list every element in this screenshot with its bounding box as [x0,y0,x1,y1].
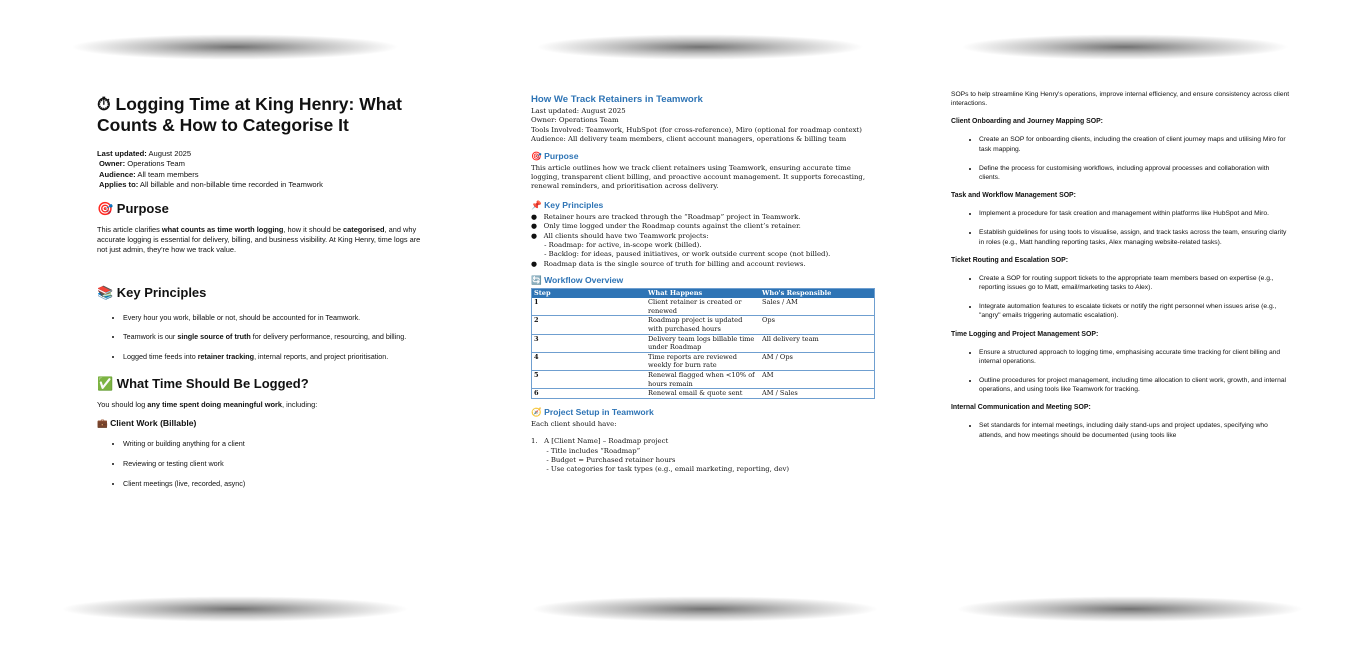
text-run: , and why accurate logging is essential for delivery, billing, and business visibility. At King Henry, time logs are not just admin, they're how we track value. [97,224,421,254]
table-cell: Roadmap project is updated with purchased hours [646,316,760,334]
meta-line [97,149,427,159]
meta-value: All team members [135,169,199,179]
bold-text: any time spent doing meaningful work [147,400,282,410]
section-heading-what: ✅ What Time Should Be Logged? [97,376,309,392]
list-item: • Set standards for internal meetings, including daily stand-ups and project updates, specifying who attends, and how meetings should be documented (using tools like [979,421,1291,439]
table-cell: 3 [532,334,647,352]
meta-label: Applies to: [99,180,139,190]
table-cell: Ops [760,316,875,334]
list-item [123,313,427,323]
setup-intro: Each client should have: [531,419,617,428]
text-run: This article clarifies [97,224,162,234]
table-cell: 4 [532,352,647,370]
bold-text: retainer tracking [197,352,255,362]
list-item: 1. A [Client Name] – Roadmap project [531,437,669,446]
meta-value: August 2025 [146,149,192,158]
list-item [123,352,427,362]
text-run: Logged time feeds into [123,352,198,362]
purpose-paragraph: This article outlines how we track client retainers using Teamwork, ensuring accurate time logging, transparent client billing, and proactive account management. It supports forecasting, renewal reminders, and prioritisation across delivery. [531,163,866,191]
list-item: - Roadmap: for active, in-scope work (billed). [531,241,702,250]
meta-line: Audience: All delivery team members, client account managers, operations & billing team [531,135,847,144]
list-item: ● All clients should have two Teamwork projects: [531,231,709,240]
meta-block [531,107,873,145]
section-heading-principles: 📚 Key Principles [97,284,207,300]
table-cell: 6 [532,389,647,399]
meta-label: Last updated: [97,149,147,158]
list-item: • Establish guidelines for using tools to visualise, assign, and track tasks across the team, ensuring clarity in roles (e.g., Matt handling reporting tasks, Alex managing website-related tasks). [979,228,1291,246]
section-heading: Ticket Routing and Escalation SOP: [951,256,1069,264]
list-item: - Backlog: for ideas, paused initiatives, or work outside current scope (not billed). [531,250,831,259]
table-header-cell: What Happens [646,289,760,299]
table-cell: 2 [532,316,647,334]
list-item: • Define the process for customising workflows, including approval processes and collaboration with clients. [979,164,1291,182]
meta-block [97,149,427,191]
section-heading-purpose: 🎯 Purpose [97,200,169,216]
table-cell: Renewal email & quote sent [646,389,760,399]
list-item: • Create a SOP for routing support tickets to the appropriate team members based on expertise (e.g., reporting issues go to Matt, email/marketing tasks to Alex). [979,274,1291,292]
table-cell: AM / Sales [760,389,875,399]
meta-line [97,180,427,190]
table-cell: Renewal flagged when <10% of hours remain [646,371,760,389]
table-row [532,298,875,316]
sop-sections [951,118,1291,439]
text-run: You should log [97,400,148,410]
table-cell: Delivery team logs billable time under Roadmap [646,334,760,352]
table-row [532,334,875,352]
list-item: - Use categories for task types (e.g., email marketing, reporting, dev) [531,465,790,474]
section-heading-principles: 📌 Key Principles [531,199,604,210]
table-header-row [532,289,875,299]
section-heading: Time Logging and Project Management SOP: [951,330,1099,338]
meta-label: Audience: [99,169,136,179]
table-header-cell: Step [532,289,647,299]
list-item: ● Retainer hours are tracked through the “Roadmap” project in Teamwork. [531,212,801,221]
list-item: • Create an SOP for onboarding clients, including the creation of client journey maps and utilising Miro for task mapping. [979,135,1291,153]
list-item: • Outline procedures for project management, including time allocation to client work, growth, and internal operations, and using tools like Teamwork for tracking. [979,376,1291,394]
table-row [532,352,875,370]
table-cell: All delivery team [760,334,875,352]
purpose-paragraph [97,225,427,255]
workflow-table [531,288,875,399]
document-page-2 [500,0,880,664]
meta-value: Operations Team [125,159,185,169]
bold-text: single source of truth [177,332,251,342]
table-cell: AM / Ops [760,352,875,370]
list-item: • Integrate automation features to escalate tickets or notify the right personnel when issues arise (e.g., "angry" emails triggering automatic escalation). [979,302,1291,320]
text-run: Teamwork is our [123,332,178,342]
intro-paragraph: SOPs to help streamline King Henry's operations, improve internal efficiency, and ensure consistency across client interactions. [951,91,1290,108]
page-title: How We Track Retainers in Teamwork [531,94,703,105]
section-heading: Client Onboarding and Journey Mapping SOP: [951,118,1103,126]
list-item: • Client meetings (live, recorded, async) [123,479,427,489]
page-title: ⏱ Logging Time at King Henry: What Counts & How to Categorise It [97,94,402,135]
meta-line: Owner: Operations Team [531,116,619,125]
table-cell: AM [760,371,875,389]
principles-list [97,313,427,362]
bullet-list [951,209,1291,247]
section-heading-setup: 🧭 Project Setup in Teamwork [531,406,654,417]
document-page-1 [55,0,435,664]
meta-label: Owner: [99,159,126,169]
section-heading-workflow: 🔄 Workflow Overview [531,275,624,286]
section-heading-purpose: 🎯 Purpose [531,150,579,161]
principles-list [531,213,873,269]
list-item: • Implement a procedure for task creation and management within platforms like HubSpot and Miro. [979,209,1291,218]
table-cell: Client retainer is created or renewed [646,298,760,316]
setup-list [531,437,873,475]
meta-line [97,170,427,180]
bold-text: categorised [343,224,385,234]
subheading-client-work: 💼 Client Work (Billable) [97,418,197,429]
section-heading: Internal Communication and Meeting SOP: [951,404,1091,412]
table-row [532,371,875,389]
text-run: , how it should be [283,224,344,234]
section-heading: Task and Workflow Management SOP: [951,192,1076,200]
table-cell: 1 [532,298,647,316]
text-run: , including: [281,400,318,410]
table-cell: 5 [532,371,647,389]
list-item: - Title includes “Roadmap” [531,446,641,455]
document-page-3 [925,0,1305,664]
meta-line: Tools Involved: Teamwork, HubSpot (for cross-reference), Miro (optional for roadmap context) [531,125,862,134]
bold-text: what counts as time worth logging [161,224,284,234]
text-run: Every hour you work, billable or not, should be accounted for in Teamwork. [123,312,361,322]
list-item: • Writing or building anything for a client [123,439,427,449]
meta-line: Last updated: August 2025 [531,107,626,115]
list-item: ● Only time logged under the Roadmap counts against the client’s retainer. [531,222,801,231]
bullet-list [951,135,1291,182]
bullet-list [951,421,1291,439]
meta-line [97,159,427,169]
bullet-list [951,348,1291,395]
what-paragraph [97,400,427,410]
meta-value: All billable and non-billable time recorded in Teamwork [138,180,323,190]
list-item [123,332,427,342]
table-row [532,389,875,399]
table-header-cell: Who's Responsible [760,289,875,299]
text-run: for delivery performance, resourcing, and billing. [250,332,407,342]
table-row [532,316,875,334]
list-item: • Ensure a structured approach to logging time, emphasising accurate time tracking for client billing and internal operations. [979,348,1291,366]
text-run: , internal reports, and project prioritisation. [254,352,389,362]
table-cell: Sales / AM [760,298,875,316]
list-item: ● Roadmap data is the single source of truth for billing and account reviews. [531,259,806,268]
list-item: - Budget = Purchased retainer hours [531,456,676,465]
list-item: • Reviewing or testing client work [123,459,427,469]
bullet-list [951,274,1291,321]
table-cell: Time reports are reviewed weekly for burn rate [646,352,760,370]
client-work-list [97,439,427,488]
